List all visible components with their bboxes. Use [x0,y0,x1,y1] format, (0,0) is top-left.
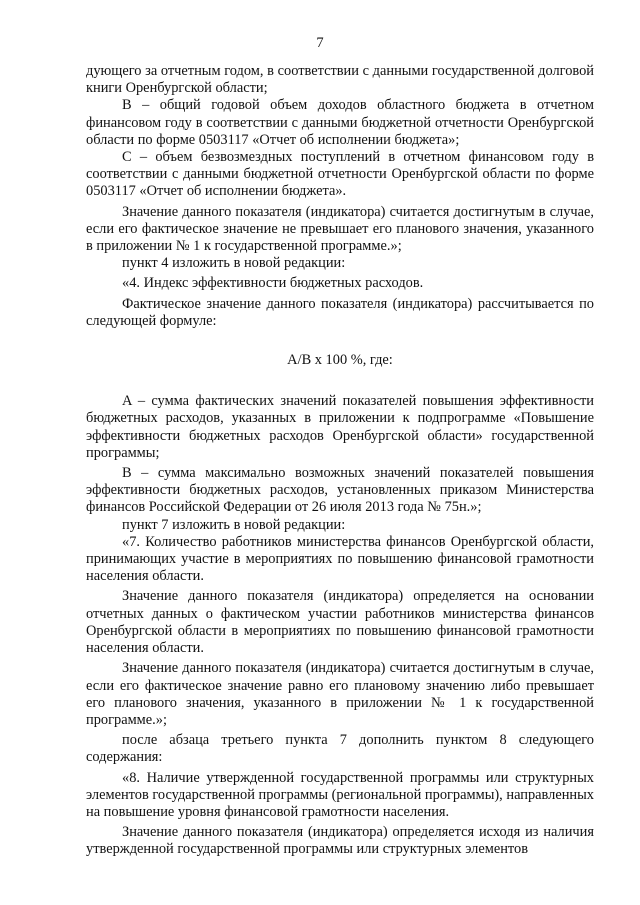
paragraph-definition-b-income: B – общий годовой объем доходов областного бюджета в отчетном финансовом году в соответствии с данными бюджетной отчетности Оренбургской области по форме 0503117 «Отчет об исполнении бюджета»; [86,97,594,148]
paragraph-item-4-title: «4. Индекс эффективности бюджетных расходов. [122,275,424,292]
paragraph-formula-intro: Фактическое значение данного показателя (индикатора) рассчитывается по следующей формуле: [86,295,594,329]
paragraph-continuation: дующего за отчетным годом, в соответствии с данными государственной долговой книги Оренбургской области; [86,63,594,97]
paragraph-definition-b-max: B – сумма максимально возможных значений показателей повышения эффективности бюджетных расходов, установленных приказом Министерства финансов Российской Федерации от 26 июля 2013 года № 75н.»; [86,465,594,516]
paragraph-item-7-basis: Значение данного показателя (индикатора) определяется на основании отчетных данных о фактическом участии работников министерства финансов Оренбургской области в мероприятиях по повышению финансовой грамотности населения области. [86,588,594,657]
paragraph-item-8-title: «8. Наличие утвержденной государственной программы или структурных элементов государственной программы (региональной программы), направленных на повышение уровня финансовой грамотности населения. [86,769,594,820]
paragraph-item-8-instruction: после абзаца третьего пункта 7 дополнить пунктом 8 следующего содержания: [86,732,594,766]
formula: A/B x 100 %, где: [287,352,393,369]
document-body [86,63,594,859]
paragraph-indicator-achievement: Значение данного показателя (индикатора) считается достигнутым в случае, если его фактическое значение не превышает его планового значения, указанного в приложении № 1 к государственной программе.»; [86,203,594,255]
paragraph-item-8-basis: Значение данного показателя (индикатора) определяется исходя из наличия утвержденной государственной программы или структурных элементов [86,824,594,858]
paragraph-item-4-instruction: пункт 4 изложить в новой редакции: [122,255,346,272]
page-number: 7 [316,35,324,51]
paragraph-definition-c-grants: C – объем безвозмездных поступлений в отчетном финансовом году в соответствии с данными бюджетной отчетности Оренбургской области по форме 0503117 «Отчет об исполнении бюджета». [86,149,594,200]
paragraph-item-7-title: «7. Количество работников министерства финансов Оренбургской области, принимающих участие в мероприятиях по повышению финансовой грамотности населения области. [86,533,594,585]
paragraph-item-7-achievement: Значение данного показателя (индикатора) считается достигнутым в случае, если его фактическое значение равно его плановому значению либо превышает его планового значения, указанного в приложении № 1 к государственной программе.»; [86,660,594,728]
paragraph-item-7-instruction: пункт 7 изложить в новой редакции: [122,516,346,533]
paragraph-definition-a-actual: A – сумма фактических значений показателей повышения эффективности бюджетных расходов, указанных в приложении к подпрограмме «Повышение эффективности бюджетных расходов Оренбургской области» государственной программы; [86,393,594,461]
